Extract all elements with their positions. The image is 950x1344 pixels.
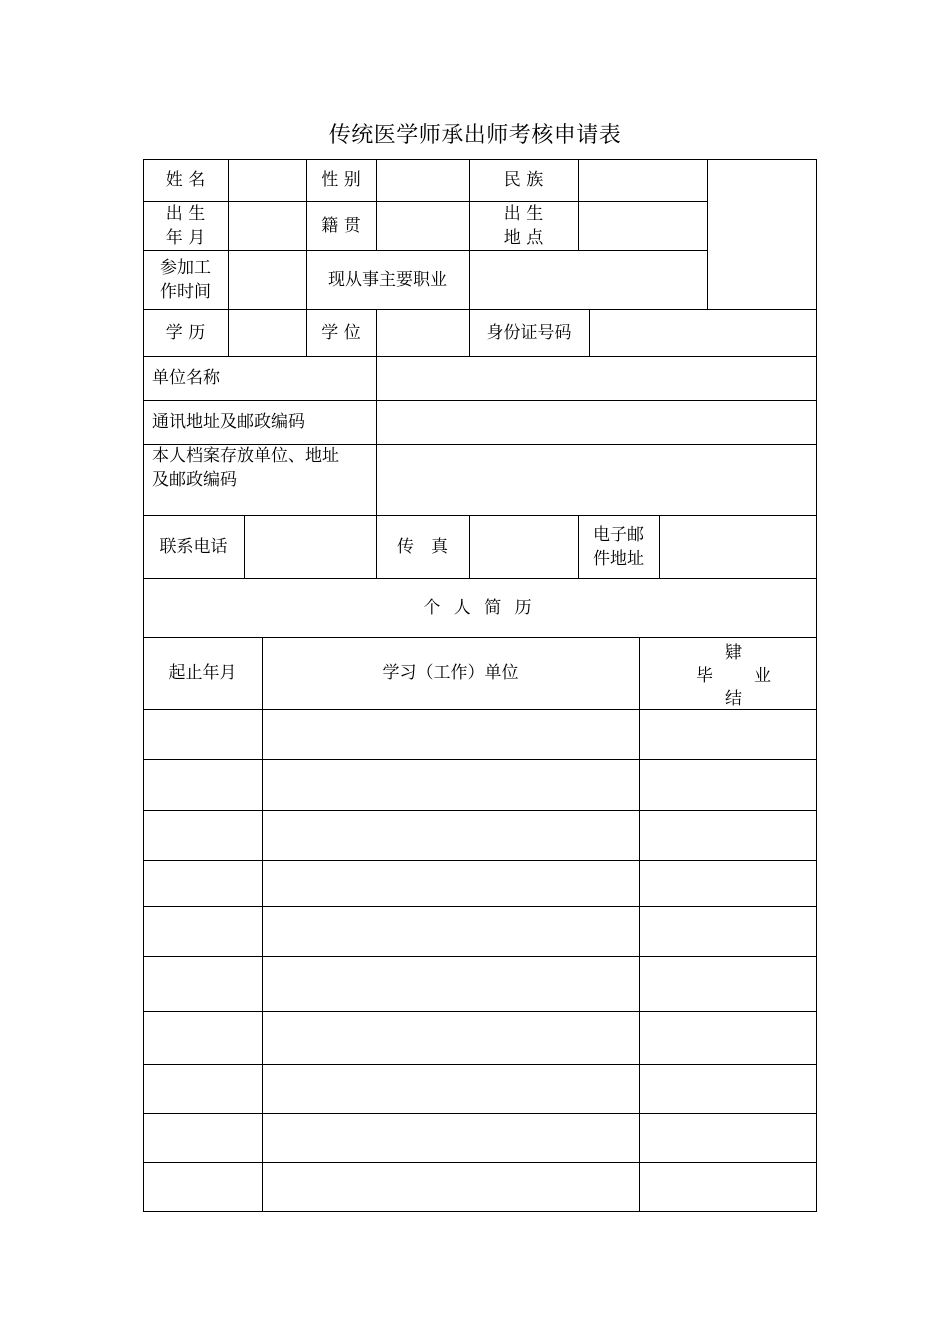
unit-cell[interactable] <box>262 1011 639 1064</box>
birthplace-label <box>469 201 578 250</box>
status-header-left: 毕 <box>696 666 713 686</box>
archive-field[interactable] <box>376 444 816 515</box>
fax-field[interactable] <box>469 515 578 578</box>
work-start-label-line2: 作时间 <box>160 281 211 302</box>
birth-date-label <box>143 201 228 250</box>
education-label: 学 历 <box>165 322 206 343</box>
email-label <box>578 515 659 578</box>
gender-label: 性 别 <box>321 170 361 190</box>
period-cell[interactable] <box>143 759 262 810</box>
status-cell[interactable] <box>639 1011 816 1064</box>
degree-field[interactable] <box>376 309 469 356</box>
status-cell[interactable] <box>639 1064 816 1113</box>
table-border-bottom <box>143 1211 817 1212</box>
birthplace-field[interactable] <box>578 201 707 250</box>
status-cell[interactable] <box>639 956 816 1011</box>
unit-cell[interactable] <box>262 906 639 956</box>
status-cell[interactable] <box>639 1113 816 1162</box>
period-column-header: 起止年月 <box>168 663 237 683</box>
unit-cell[interactable] <box>262 1162 639 1211</box>
period-cell[interactable] <box>143 906 262 956</box>
period-cell[interactable] <box>143 1162 262 1211</box>
period-cell[interactable] <box>143 956 262 1011</box>
unit-cell[interactable] <box>262 1064 639 1113</box>
birth-date-label-line2: 年 月 <box>165 227 206 248</box>
native-place-label: 籍 贯 <box>321 215 361 236</box>
period-cell[interactable] <box>143 810 262 860</box>
status-cell[interactable] <box>639 759 816 810</box>
status-cell[interactable] <box>639 906 816 956</box>
unit-column-header: 学习（工作）单位 <box>382 663 519 683</box>
status-cell[interactable] <box>639 810 816 860</box>
ethnicity-field[interactable] <box>578 159 707 201</box>
unit-cell[interactable] <box>262 860 639 906</box>
ethnicity-label: 民 族 <box>503 170 544 190</box>
archive-label-line2: 及邮政编码 <box>152 470 237 490</box>
archive-label-line1: 本人档案存放单位、地址 <box>152 446 339 466</box>
email-label-line1: 电子邮 <box>593 524 644 545</box>
status-cell[interactable] <box>639 860 816 906</box>
email-field[interactable] <box>659 515 816 578</box>
status-header-top: 肄 <box>725 643 742 663</box>
id-number-label: 身份证号码 <box>486 322 572 343</box>
name-field[interactable] <box>228 159 306 201</box>
email-label-line2: 件地址 <box>593 548 644 569</box>
period-cell[interactable] <box>143 709 262 759</box>
native-place-field[interactable] <box>376 201 469 250</box>
birth-date-field[interactable] <box>228 201 306 250</box>
fax-label: 传 真 <box>397 536 448 557</box>
status-header-bottom: 结 <box>725 689 742 709</box>
period-cell[interactable] <box>143 1064 262 1113</box>
name-label: 姓 名 <box>165 170 206 190</box>
unit-cell[interactable] <box>262 810 639 860</box>
birthplace-label-line2: 地 点 <box>503 227 544 248</box>
period-cell[interactable] <box>143 1011 262 1064</box>
current-job-field[interactable] <box>469 250 707 309</box>
photo-box[interactable] <box>707 159 816 309</box>
birthplace-label-line1: 出 生 <box>503 203 544 224</box>
unit-cell[interactable] <box>262 1113 639 1162</box>
employer-field[interactable] <box>376 356 816 400</box>
phone-field[interactable] <box>244 515 376 578</box>
status-cell[interactable] <box>639 709 816 759</box>
gender-field[interactable] <box>376 159 469 201</box>
period-cell[interactable] <box>143 860 262 906</box>
status-column-header <box>639 637 816 709</box>
unit-cell[interactable] <box>262 956 639 1011</box>
work-start-label-line1: 参加工 <box>160 257 211 278</box>
work-start-field[interactable] <box>228 250 306 309</box>
id-number-field[interactable] <box>589 309 816 356</box>
status-header-right: 业 <box>754 666 771 686</box>
page-title: 传统医学师承出师考核申请表 <box>328 123 622 148</box>
table-border-right <box>816 159 817 1212</box>
education-field[interactable] <box>228 309 306 356</box>
address-field[interactable] <box>376 400 816 444</box>
resume-section-title: 个 人 简 历 <box>423 597 536 618</box>
archive-label <box>143 444 376 515</box>
work-start-label <box>143 250 228 309</box>
degree-label: 学 位 <box>321 322 361 343</box>
employer-label: 单位名称 <box>152 368 220 388</box>
period-cell[interactable] <box>143 1113 262 1162</box>
current-job-label: 现从事主要职业 <box>328 269 447 290</box>
phone-label: 联系电话 <box>159 536 228 557</box>
unit-cell[interactable] <box>262 709 639 759</box>
status-cell[interactable] <box>639 1162 816 1211</box>
unit-cell[interactable] <box>262 759 639 810</box>
birth-date-label-line1: 出 生 <box>165 203 206 224</box>
address-label: 通讯地址及邮政编码 <box>152 412 305 432</box>
